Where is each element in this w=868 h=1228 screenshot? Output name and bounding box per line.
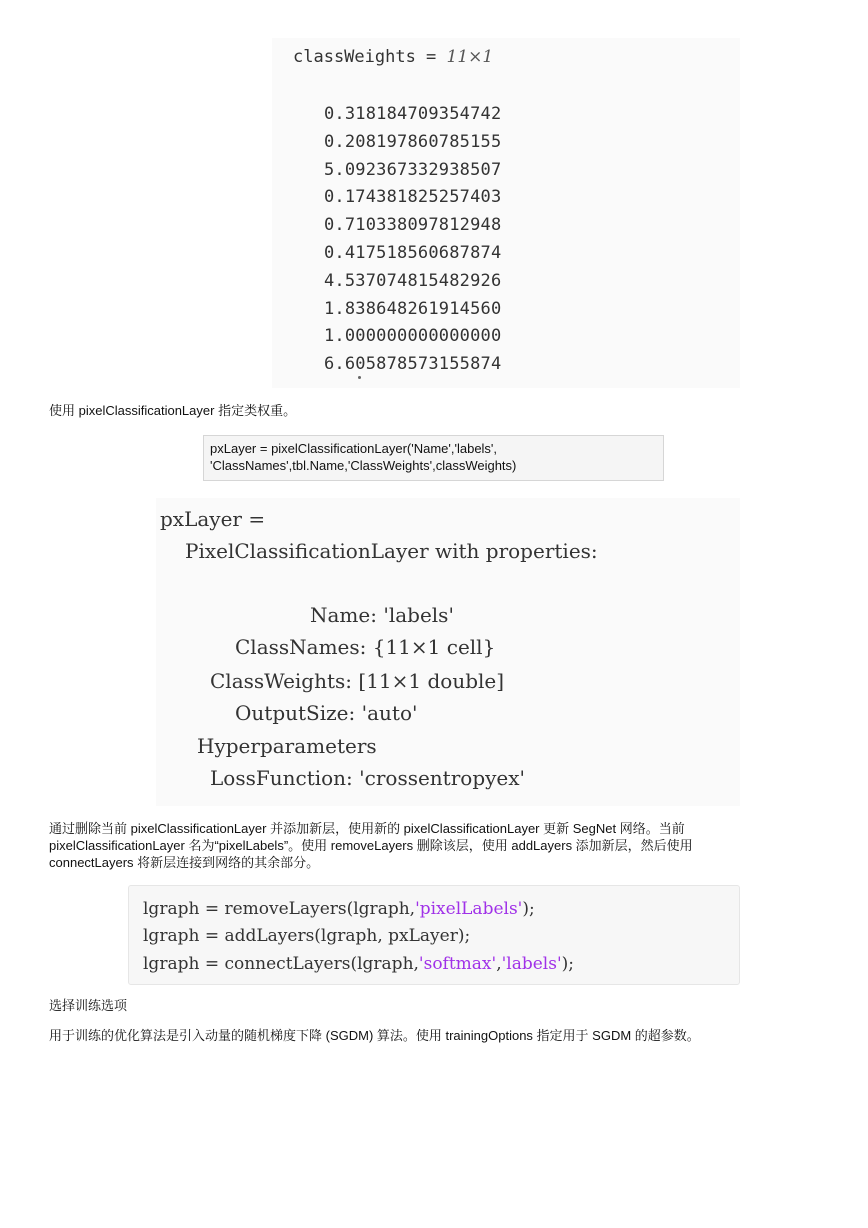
class-weights-values (324, 101, 501, 379)
pxlayer-lossfunction-row: LossFunction: 'crossentropyex' (210, 766, 526, 790)
class-weight-value: 0.318184709354742 (324, 104, 502, 124)
class-weight-value: 6.605878573155874 (324, 354, 502, 375)
code-text: , (496, 954, 502, 974)
pxlayer-header: pxLayer = (160, 507, 266, 531)
class-weights-title (293, 47, 493, 67)
paragraph-line: connectLayers 将新层连接到网络的其余部分。 (49, 855, 320, 870)
pxlayer-classweights-row: ClassWeights: [11×1 double] (210, 669, 505, 693)
paragraph-line: pixelClassificationLayer 名为“pixelLabels”。使用 removeLayers 删除该层，使用 addLayers 添加新层，然后使用 (49, 838, 693, 853)
pxlayer-hyperparameters-header: Hyperparameters (197, 734, 377, 758)
code-line: 'ClassNames',tbl.Name,'ClassWeights',classWeights) (210, 458, 517, 473)
paragraph-specify-weights: 使用 pixelClassificationLayer 指定类权重。 (49, 403, 297, 418)
class-weight-value: 0.174381825257403 (324, 187, 502, 208)
pxlayer-outputsize-row: OutputSize: 'auto' (235, 701, 418, 725)
pxlayer-subheader: PixelClassificationLayer with properties: (185, 539, 598, 563)
code-block-pxlayer (203, 435, 664, 481)
paragraph-line: 通过删除当前 pixelClassificationLayer 并添加新层，使用新的 pixelClassificationLayer 更新 SegNet 网络。当前 (49, 821, 685, 836)
code-text: lgraph = removeLayers(lgraph, (143, 899, 416, 919)
class-weights-output-image (272, 38, 740, 388)
code-line-remove-layers (143, 898, 535, 920)
code-line-connect-layers (143, 953, 574, 975)
paragraph-sgdm: 用于训练的优化算法是引入动量的随机梯度下降 (SGDM) 算法。使用 trainingOptions 指定用于 SGDM 的超参数。 (49, 1028, 700, 1043)
code-line: pxLayer = pixelClassificationLayer('Name','labels', (210, 441, 498, 456)
code-text: ); (522, 899, 535, 919)
class-weight-value: 5.092367332938507 (324, 159, 502, 180)
pxlayer-name-row: Name: 'labels' (310, 603, 454, 627)
code-string: 'pixelLabels' (415, 899, 523, 919)
class-weight-value: 1.000000000000000 (324, 326, 502, 347)
paragraph-update-network (49, 820, 749, 871)
code-string: 'softmax' (418, 954, 497, 974)
class-weights-dims: 11×1 (446, 47, 494, 67)
class-weight-value: 1.838648261914560 (324, 298, 502, 319)
pxlayer-classnames-row: ClassNames: {11×1 cell} (235, 635, 496, 659)
class-weight-value: 0.710338097812948 (324, 215, 502, 236)
code-string: 'labels' (501, 954, 562, 974)
class-weights-label: classWeights = (293, 47, 447, 67)
class-weight-value: 0.208197860785155 (324, 131, 502, 152)
class-weight-value: 0.417518560687874 (324, 242, 502, 263)
truncated-output-dot (358, 376, 361, 379)
code-block-lgraph (128, 885, 740, 985)
code-text: ); (561, 954, 575, 974)
code-text: lgraph = connectLayers(lgraph, (143, 954, 419, 974)
heading-training-options: 选择训练选项 (49, 998, 128, 1013)
code-line-add-layers: lgraph = addLayers(lgraph, pxLayer); (143, 926, 471, 946)
pxlayer-output-image (156, 498, 740, 806)
class-weight-value: 4.537074815482926 (324, 270, 502, 291)
